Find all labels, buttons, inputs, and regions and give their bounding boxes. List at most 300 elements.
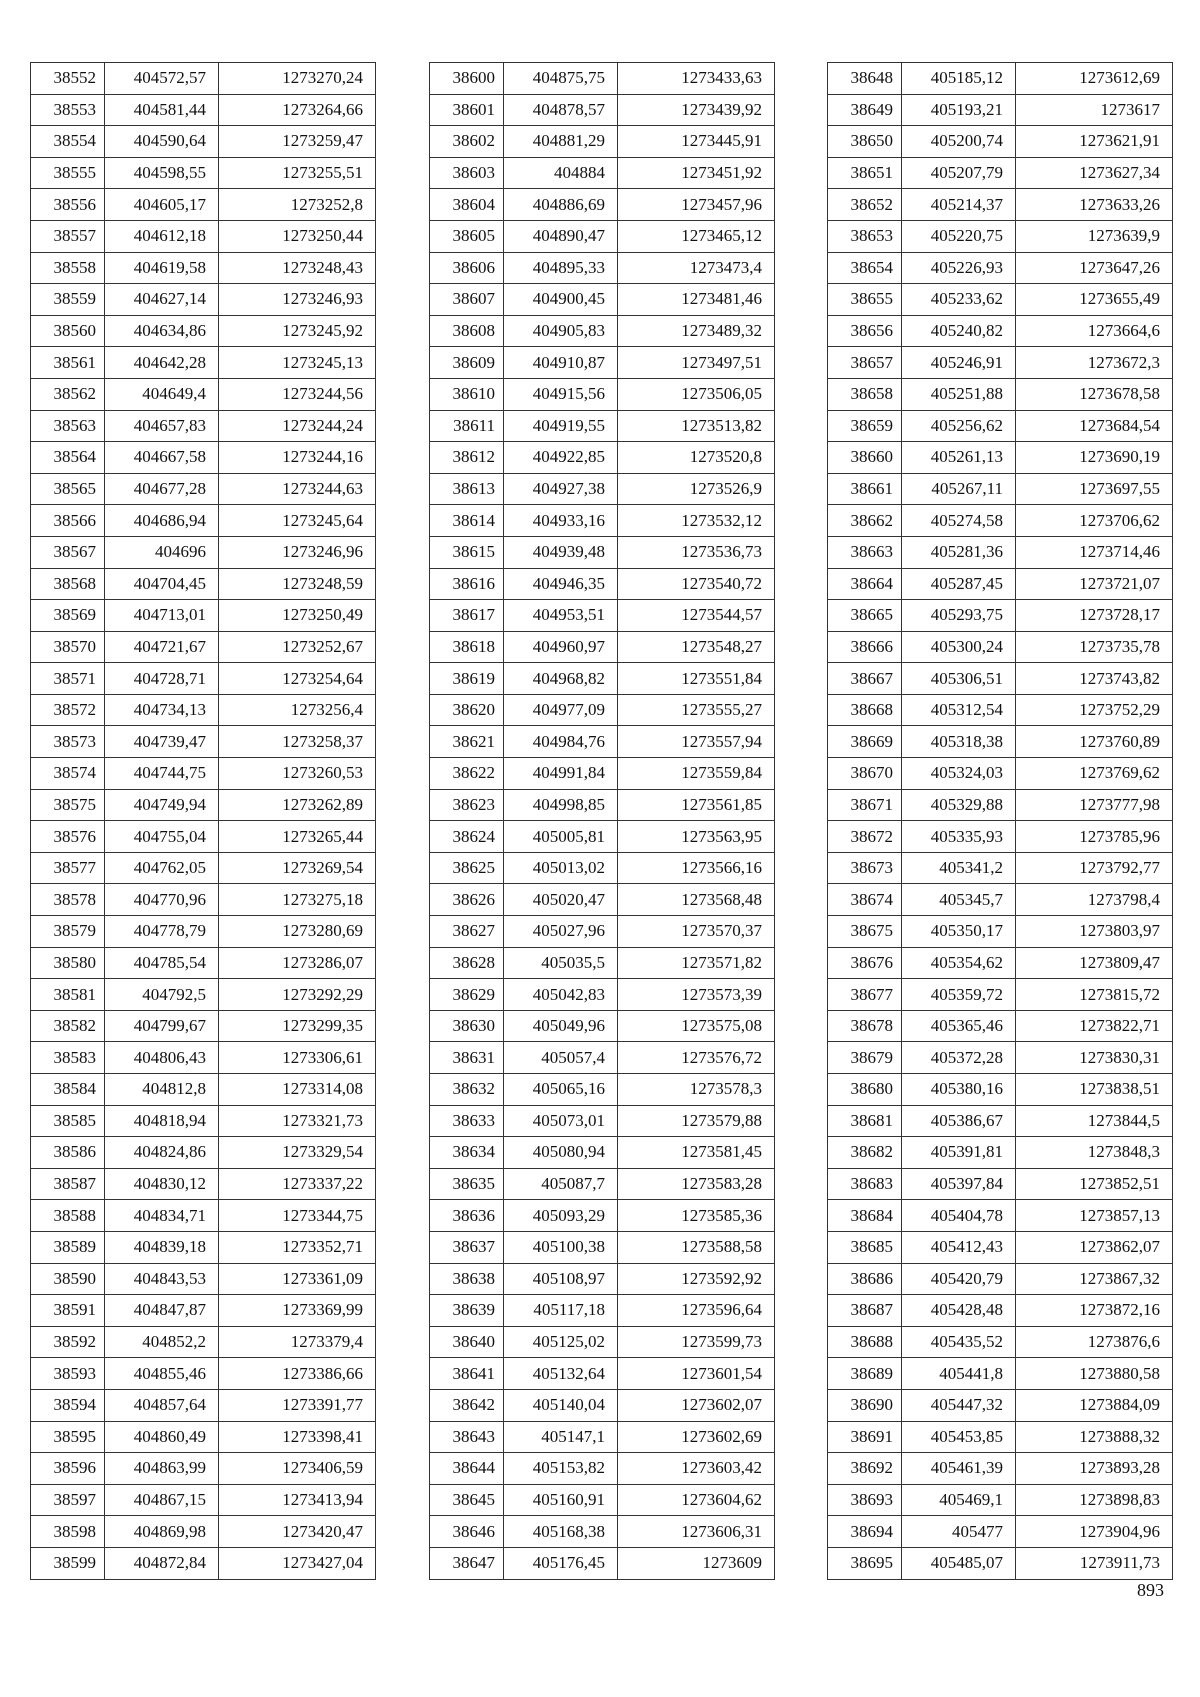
y-coordinate-cell: 1273369,99: [219, 1295, 376, 1327]
y-coordinate-cell: 1273427,04: [219, 1547, 376, 1579]
x-coordinate-cell: 404649,4: [105, 378, 219, 410]
table-row: [828, 1010, 1173, 1042]
table-row: [31, 505, 376, 537]
y-coordinate-cell: 1273386,66: [219, 1358, 376, 1390]
x-coordinate-cell: 404900,45: [504, 284, 618, 316]
x-coordinate-cell: 405117,18: [504, 1295, 618, 1327]
table-row: [31, 726, 376, 758]
table-row: [430, 378, 775, 410]
table-row: [430, 1421, 775, 1453]
point-number-cell: 38617: [430, 600, 504, 632]
x-coordinate-cell: 404619,58: [105, 252, 219, 284]
x-coordinate-cell: 404991,84: [504, 758, 618, 790]
y-coordinate-cell: 1273379,4: [219, 1326, 376, 1358]
table-row: [828, 1547, 1173, 1579]
point-number-cell: 38665: [828, 600, 902, 632]
y-coordinate-cell: 1273260,53: [219, 758, 376, 790]
y-coordinate-cell: 1273606,31: [618, 1516, 775, 1548]
x-coordinate-cell: 405306,51: [902, 663, 1016, 695]
point-number-cell: 38694: [828, 1516, 902, 1548]
table-row: [430, 189, 775, 221]
coordinates-table-3: [827, 62, 1173, 1580]
x-coordinate-cell: 404922,85: [504, 442, 618, 474]
y-coordinate-cell: 1273876,6: [1016, 1326, 1173, 1358]
table-row: [430, 410, 775, 442]
y-coordinate-cell: 1273536,73: [618, 536, 775, 568]
table-row: [430, 1295, 775, 1327]
table-row: [828, 600, 1173, 632]
point-number-cell: 38628: [430, 947, 504, 979]
x-coordinate-cell: 404895,33: [504, 252, 618, 284]
table-row: [828, 821, 1173, 853]
table-row: [31, 473, 376, 505]
point-number-cell: 38618: [430, 631, 504, 663]
y-coordinate-cell: 1273258,37: [219, 726, 376, 758]
x-coordinate-cell: 405469,1: [902, 1484, 1016, 1516]
table-row: [828, 789, 1173, 821]
table-row: [828, 852, 1173, 884]
table-row: [828, 536, 1173, 568]
x-coordinate-cell: 405267,11: [902, 473, 1016, 505]
x-coordinate-cell: 404847,87: [105, 1295, 219, 1327]
x-coordinate-cell: 405345,7: [902, 884, 1016, 916]
y-coordinate-cell: 1273244,16: [219, 442, 376, 474]
y-coordinate-cell: 1273286,07: [219, 947, 376, 979]
table-row: [430, 884, 775, 916]
y-coordinate-cell: 1273852,51: [1016, 1168, 1173, 1200]
point-number-cell: 38595: [31, 1421, 105, 1453]
y-coordinate-cell: 1273275,18: [219, 884, 376, 916]
x-coordinate-cell: 404977,09: [504, 694, 618, 726]
x-coordinate-cell: 405281,36: [902, 536, 1016, 568]
point-number-cell: 38632: [430, 1074, 504, 1106]
point-number-cell: 38572: [31, 694, 105, 726]
table-row: [31, 1074, 376, 1106]
point-number-cell: 38606: [430, 252, 504, 284]
point-number-cell: 38662: [828, 505, 902, 537]
x-coordinate-cell: 404890,47: [504, 220, 618, 252]
y-coordinate-cell: 1273647,26: [1016, 252, 1173, 284]
y-coordinate-cell: 1273245,64: [219, 505, 376, 537]
x-coordinate-cell: 404824,86: [105, 1137, 219, 1169]
point-number-cell: 38589: [31, 1231, 105, 1263]
table-row: [31, 979, 376, 1011]
point-number-cell: 38612: [430, 442, 504, 474]
x-coordinate-cell: 405020,47: [504, 884, 618, 916]
table-row: [828, 220, 1173, 252]
point-number-cell: 38598: [31, 1516, 105, 1548]
table-row: [31, 884, 376, 916]
x-coordinate-cell: 404875,75: [504, 63, 618, 95]
table-row: [31, 378, 376, 410]
y-coordinate-cell: 1273721,07: [1016, 568, 1173, 600]
y-coordinate-cell: 1273655,49: [1016, 284, 1173, 316]
x-coordinate-cell: 405240,82: [902, 315, 1016, 347]
point-number-cell: 38688: [828, 1326, 902, 1358]
x-coordinate-cell: 404919,55: [504, 410, 618, 442]
table-row: [430, 600, 775, 632]
point-number-cell: 38561: [31, 347, 105, 379]
x-coordinate-cell: 404867,15: [105, 1484, 219, 1516]
y-coordinate-cell: 1273603,42: [618, 1453, 775, 1485]
x-coordinate-cell: 405420,79: [902, 1263, 1016, 1295]
y-coordinate-cell: 1273299,35: [219, 1010, 376, 1042]
y-coordinate-cell: 1273248,43: [219, 252, 376, 284]
point-number-cell: 38570: [31, 631, 105, 663]
table-row: [430, 220, 775, 252]
point-number-cell: 38569: [31, 600, 105, 632]
table-row: [828, 1358, 1173, 1390]
table-row: [31, 631, 376, 663]
table-row: [430, 63, 775, 95]
table-row: [430, 568, 775, 600]
x-coordinate-cell: 404843,53: [105, 1263, 219, 1295]
x-coordinate-cell: 404667,58: [105, 442, 219, 474]
y-coordinate-cell: 1273250,49: [219, 600, 376, 632]
table-row: [828, 1263, 1173, 1295]
table-row: [430, 1200, 775, 1232]
point-number-cell: 38623: [430, 789, 504, 821]
table-row: [828, 252, 1173, 284]
x-coordinate-cell: 405220,75: [902, 220, 1016, 252]
table-row: [828, 126, 1173, 158]
point-number-cell: 38624: [430, 821, 504, 853]
point-number-cell: 38626: [430, 884, 504, 916]
table-row: [31, 1042, 376, 1074]
point-number-cell: 38655: [828, 284, 902, 316]
y-coordinate-cell: 1273596,64: [618, 1295, 775, 1327]
y-coordinate-cell: 1273451,92: [618, 157, 775, 189]
point-number-cell: 38555: [31, 157, 105, 189]
table-row: [430, 1516, 775, 1548]
y-coordinate-cell: 1273557,94: [618, 726, 775, 758]
point-number-cell: 38689: [828, 1358, 902, 1390]
x-coordinate-cell: 404860,49: [105, 1421, 219, 1453]
table-row: [828, 1105, 1173, 1137]
table-row: [31, 1358, 376, 1390]
y-coordinate-cell: 1273570,37: [618, 916, 775, 948]
x-coordinate-cell: 404744,75: [105, 758, 219, 790]
point-number-cell: 38669: [828, 726, 902, 758]
table-row: [31, 821, 376, 853]
point-number-cell: 38658: [828, 378, 902, 410]
point-number-cell: 38661: [828, 473, 902, 505]
y-coordinate-cell: 1273785,96: [1016, 821, 1173, 853]
table-row: [430, 1358, 775, 1390]
x-coordinate-cell: 405100,38: [504, 1231, 618, 1263]
y-coordinate-cell: 1273413,94: [219, 1484, 376, 1516]
point-number-cell: 38596: [31, 1453, 105, 1485]
point-number-cell: 38566: [31, 505, 105, 537]
y-coordinate-cell: 1273398,41: [219, 1421, 376, 1453]
y-coordinate-cell: 1273633,26: [1016, 189, 1173, 221]
y-coordinate-cell: 1273609: [618, 1547, 775, 1579]
point-number-cell: 38571: [31, 663, 105, 695]
y-coordinate-cell: 1273555,27: [618, 694, 775, 726]
point-number-cell: 38622: [430, 758, 504, 790]
point-number-cell: 38629: [430, 979, 504, 1011]
x-coordinate-cell: 404677,28: [105, 473, 219, 505]
x-coordinate-cell: 405193,21: [902, 94, 1016, 126]
x-coordinate-cell: 405035,5: [504, 947, 618, 979]
point-number-cell: 38659: [828, 410, 902, 442]
table-row: [430, 1484, 775, 1516]
table-row: [31, 600, 376, 632]
point-number-cell: 38634: [430, 1137, 504, 1169]
point-number-cell: 38630: [430, 1010, 504, 1042]
x-coordinate-cell: 405350,17: [902, 916, 1016, 948]
x-coordinate-cell: 404857,64: [105, 1389, 219, 1421]
table-row: [828, 884, 1173, 916]
y-coordinate-cell: 1273246,96: [219, 536, 376, 568]
y-coordinate-cell: 1273248,59: [219, 568, 376, 600]
table-row: [31, 1105, 376, 1137]
x-coordinate-cell: 404686,94: [105, 505, 219, 537]
x-coordinate-cell: 405200,74: [902, 126, 1016, 158]
y-coordinate-cell: 1273321,73: [219, 1105, 376, 1137]
y-coordinate-cell: 1273822,71: [1016, 1010, 1173, 1042]
table-row: [31, 852, 376, 884]
point-number-cell: 38621: [430, 726, 504, 758]
point-number-cell: 38649: [828, 94, 902, 126]
point-number-cell: 38695: [828, 1547, 902, 1579]
point-number-cell: 38567: [31, 536, 105, 568]
table-row: [828, 1516, 1173, 1548]
table-row: [31, 442, 376, 474]
table-row: [430, 1263, 775, 1295]
point-number-cell: 38647: [430, 1547, 504, 1579]
point-number-cell: 38588: [31, 1200, 105, 1232]
y-coordinate-cell: 1273579,88: [618, 1105, 775, 1137]
x-coordinate-cell: 405372,28: [902, 1042, 1016, 1074]
table-row: [430, 947, 775, 979]
x-coordinate-cell: 405453,85: [902, 1421, 1016, 1453]
x-coordinate-cell: 404728,71: [105, 663, 219, 695]
coordinates-table-body: [828, 63, 1173, 1580]
point-number-cell: 38607: [430, 284, 504, 316]
table-row: [430, 284, 775, 316]
table-row: [31, 1389, 376, 1421]
y-coordinate-cell: 1273566,16: [618, 852, 775, 884]
y-coordinate-cell: 1273306,61: [219, 1042, 376, 1074]
x-coordinate-cell: 404818,94: [105, 1105, 219, 1137]
point-number-cell: 38641: [430, 1358, 504, 1390]
x-coordinate-cell: 405132,64: [504, 1358, 618, 1390]
point-number-cell: 38671: [828, 789, 902, 821]
point-number-cell: 38576: [31, 821, 105, 853]
table-row: [828, 1326, 1173, 1358]
x-coordinate-cell: 405335,93: [902, 821, 1016, 853]
y-coordinate-cell: 1273672,3: [1016, 347, 1173, 379]
y-coordinate-cell: 1273575,08: [618, 1010, 775, 1042]
page-number: 893: [1137, 1580, 1164, 1600]
table-row: [31, 1326, 376, 1358]
x-coordinate-cell: 404834,71: [105, 1200, 219, 1232]
point-number-cell: 38639: [430, 1295, 504, 1327]
y-coordinate-cell: 1273743,82: [1016, 663, 1173, 695]
x-coordinate-cell: 405049,96: [504, 1010, 618, 1042]
point-number-cell: 38590: [31, 1263, 105, 1295]
y-coordinate-cell: 1273815,72: [1016, 979, 1173, 1011]
coordinates-table-body: [430, 63, 775, 1580]
y-coordinate-cell: 1273893,28: [1016, 1453, 1173, 1485]
point-number-cell: 38656: [828, 315, 902, 347]
x-coordinate-cell: 404953,51: [504, 600, 618, 632]
table-row: [430, 1042, 775, 1074]
point-number-cell: 38620: [430, 694, 504, 726]
table-row: [430, 789, 775, 821]
table-row: [430, 1389, 775, 1421]
x-coordinate-cell: 405080,94: [504, 1137, 618, 1169]
point-number-cell: 38683: [828, 1168, 902, 1200]
point-number-cell: 38674: [828, 884, 902, 916]
x-coordinate-cell: 405214,37: [902, 189, 1016, 221]
x-coordinate-cell: 404657,83: [105, 410, 219, 442]
y-coordinate-cell: 1273337,22: [219, 1168, 376, 1200]
table-row: [430, 536, 775, 568]
point-number-cell: 38648: [828, 63, 902, 95]
point-number-cell: 38625: [430, 852, 504, 884]
point-number-cell: 38568: [31, 568, 105, 600]
table-row: [31, 189, 376, 221]
x-coordinate-cell: 404960,97: [504, 631, 618, 663]
y-coordinate-cell: 1273259,47: [219, 126, 376, 158]
table-row: [828, 94, 1173, 126]
point-number-cell: 38686: [828, 1263, 902, 1295]
point-number-cell: 38584: [31, 1074, 105, 1106]
table-row: [430, 252, 775, 284]
point-number-cell: 38615: [430, 536, 504, 568]
y-coordinate-cell: 1273664,6: [1016, 315, 1173, 347]
point-number-cell: 38616: [430, 568, 504, 600]
table-row: [31, 94, 376, 126]
x-coordinate-cell: 405318,38: [902, 726, 1016, 758]
point-number-cell: 38611: [430, 410, 504, 442]
table-row: [828, 473, 1173, 505]
point-number-cell: 38610: [430, 378, 504, 410]
x-coordinate-cell: 405341,2: [902, 852, 1016, 884]
table-row: [828, 979, 1173, 1011]
table-row: [828, 315, 1173, 347]
point-number-cell: 38638: [430, 1263, 504, 1295]
x-coordinate-cell: 404855,46: [105, 1358, 219, 1390]
y-coordinate-cell: 1273506,05: [618, 378, 775, 410]
x-coordinate-cell: 404799,67: [105, 1010, 219, 1042]
point-number-cell: 38693: [828, 1484, 902, 1516]
table-row: [31, 63, 376, 95]
y-coordinate-cell: 1273798,4: [1016, 884, 1173, 916]
x-coordinate-cell: 405093,29: [504, 1200, 618, 1232]
point-number-cell: 38643: [430, 1421, 504, 1453]
y-coordinate-cell: 1273551,84: [618, 663, 775, 695]
point-number-cell: 38637: [430, 1231, 504, 1263]
point-number-cell: 38672: [828, 821, 902, 853]
table-row: [828, 378, 1173, 410]
point-number-cell: 38633: [430, 1105, 504, 1137]
table-row: [430, 1453, 775, 1485]
y-coordinate-cell: 1273573,39: [618, 979, 775, 1011]
table-row: [430, 1231, 775, 1263]
y-coordinate-cell: 1273697,55: [1016, 473, 1173, 505]
x-coordinate-cell: 405125,02: [504, 1326, 618, 1358]
table-row: [828, 1074, 1173, 1106]
table-row: [828, 284, 1173, 316]
point-number-cell: 38592: [31, 1326, 105, 1358]
table-row: [31, 916, 376, 948]
x-coordinate-cell: 404755,04: [105, 821, 219, 853]
x-coordinate-cell: 405428,48: [902, 1295, 1016, 1327]
x-coordinate-cell: 404778,79: [105, 916, 219, 948]
table-row: [828, 1200, 1173, 1232]
point-number-cell: 38587: [31, 1168, 105, 1200]
y-coordinate-cell: 1273838,51: [1016, 1074, 1173, 1106]
table-row: [430, 631, 775, 663]
point-number-cell: 38635: [430, 1168, 504, 1200]
x-coordinate-cell: 405477: [902, 1516, 1016, 1548]
table-row: [430, 1168, 775, 1200]
y-coordinate-cell: 1273752,29: [1016, 694, 1173, 726]
y-coordinate-cell: 1273262,89: [219, 789, 376, 821]
table-row: [828, 189, 1173, 221]
x-coordinate-cell: 404642,28: [105, 347, 219, 379]
x-coordinate-cell: 404739,47: [105, 726, 219, 758]
table-row: [828, 631, 1173, 663]
x-coordinate-cell: 404968,82: [504, 663, 618, 695]
table-row: [430, 442, 775, 474]
y-coordinate-cell: 1273544,57: [618, 600, 775, 632]
table-row: [31, 758, 376, 790]
y-coordinate-cell: 1273604,62: [618, 1484, 775, 1516]
y-coordinate-cell: 1273420,47: [219, 1516, 376, 1548]
x-coordinate-cell: 405287,45: [902, 568, 1016, 600]
y-coordinate-cell: 1273561,85: [618, 789, 775, 821]
table-row: [31, 1547, 376, 1579]
table-row: [430, 315, 775, 347]
table-row: [828, 726, 1173, 758]
point-number-cell: 38558: [31, 252, 105, 284]
point-number-cell: 38631: [430, 1042, 504, 1074]
point-number-cell: 38552: [31, 63, 105, 95]
x-coordinate-cell: 405261,13: [902, 442, 1016, 474]
x-coordinate-cell: 405386,67: [902, 1105, 1016, 1137]
x-coordinate-cell: 405391,81: [902, 1137, 1016, 1169]
table-row: [31, 410, 376, 442]
y-coordinate-cell: 1273684,54: [1016, 410, 1173, 442]
table-row: [430, 1074, 775, 1106]
table-row: [828, 442, 1173, 474]
y-coordinate-cell: 1273270,24: [219, 63, 376, 95]
table-row: [31, 1200, 376, 1232]
table-row: [828, 157, 1173, 189]
x-coordinate-cell: 405447,32: [902, 1389, 1016, 1421]
x-coordinate-cell: 404581,44: [105, 94, 219, 126]
y-coordinate-cell: 1273344,75: [219, 1200, 376, 1232]
y-coordinate-cell: 1273599,73: [618, 1326, 775, 1358]
x-coordinate-cell: 405274,58: [902, 505, 1016, 537]
x-coordinate-cell: 404785,54: [105, 947, 219, 979]
y-coordinate-cell: 1273884,09: [1016, 1389, 1173, 1421]
point-number-cell: 38553: [31, 94, 105, 126]
y-coordinate-cell: 1273803,97: [1016, 916, 1173, 948]
y-coordinate-cell: 1273601,54: [618, 1358, 775, 1390]
point-number-cell: 38666: [828, 631, 902, 663]
y-coordinate-cell: 1273678,58: [1016, 378, 1173, 410]
x-coordinate-cell: 404886,69: [504, 189, 618, 221]
x-coordinate-cell: 405176,45: [504, 1547, 618, 1579]
y-coordinate-cell: 1273735,78: [1016, 631, 1173, 663]
table-row: [31, 1137, 376, 1169]
y-coordinate-cell: 1273406,59: [219, 1453, 376, 1485]
